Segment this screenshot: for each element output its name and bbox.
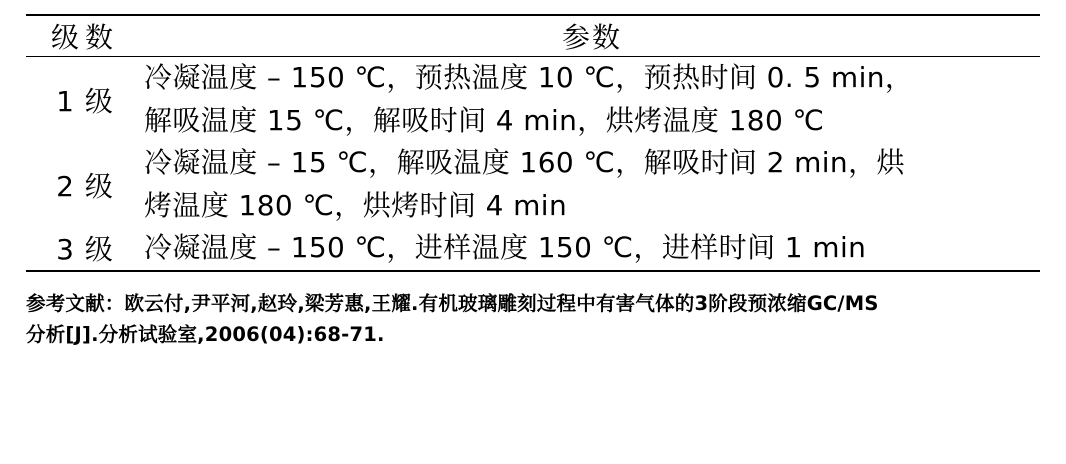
param-line: 烤温度 180 ℃，烘烤时间 4 min <box>144 188 568 222</box>
table-body <box>26 57 1040 271</box>
cell-level: 2 级 <box>56 169 114 203</box>
column-header-level: 级数 <box>50 21 119 54</box>
param-line: 冷凝温度 – 15 ℃，解吸温度 160 ℃，解吸时间 2 min，烘 <box>144 146 905 180</box>
document-page <box>0 14 1066 464</box>
cell-level: 3 级 <box>56 233 114 267</box>
table-row <box>26 57 1040 143</box>
table-row <box>26 142 1040 227</box>
cell-parameters <box>144 142 1040 227</box>
table-header-row <box>26 15 1040 57</box>
param-line: 解吸温度 15 ℃，解吸时间 4 min，烘烤温度 180 ℃ <box>144 103 825 137</box>
reference-line: 分析[J].分析试验室,2006(04):68-71. <box>26 323 385 347</box>
table-header <box>26 15 1040 57</box>
column-header-param: 参数 <box>561 21 622 54</box>
parameters-table <box>26 14 1040 272</box>
param-line: 冷凝温度 – 150 ℃，预热温度 10 ℃，预热时间 0. 5 min， <box>144 61 914 94</box>
cell-parameters <box>144 227 1040 271</box>
cell-level: 1 级 <box>56 84 114 118</box>
reference-block <box>26 288 1040 351</box>
param-line: 冷凝温度 – 150 ℃，进样温度 150 ℃，进样时间 1 min <box>144 231 867 265</box>
table-row <box>26 227 1040 271</box>
reference-line: 参考文献：欧云付,尹平河,赵玲,梁芳惠,王耀.有机玻璃雕刻过程中有害气体的3阶段预浓缩GC/MS <box>26 291 879 315</box>
cell-parameters <box>144 57 1040 143</box>
